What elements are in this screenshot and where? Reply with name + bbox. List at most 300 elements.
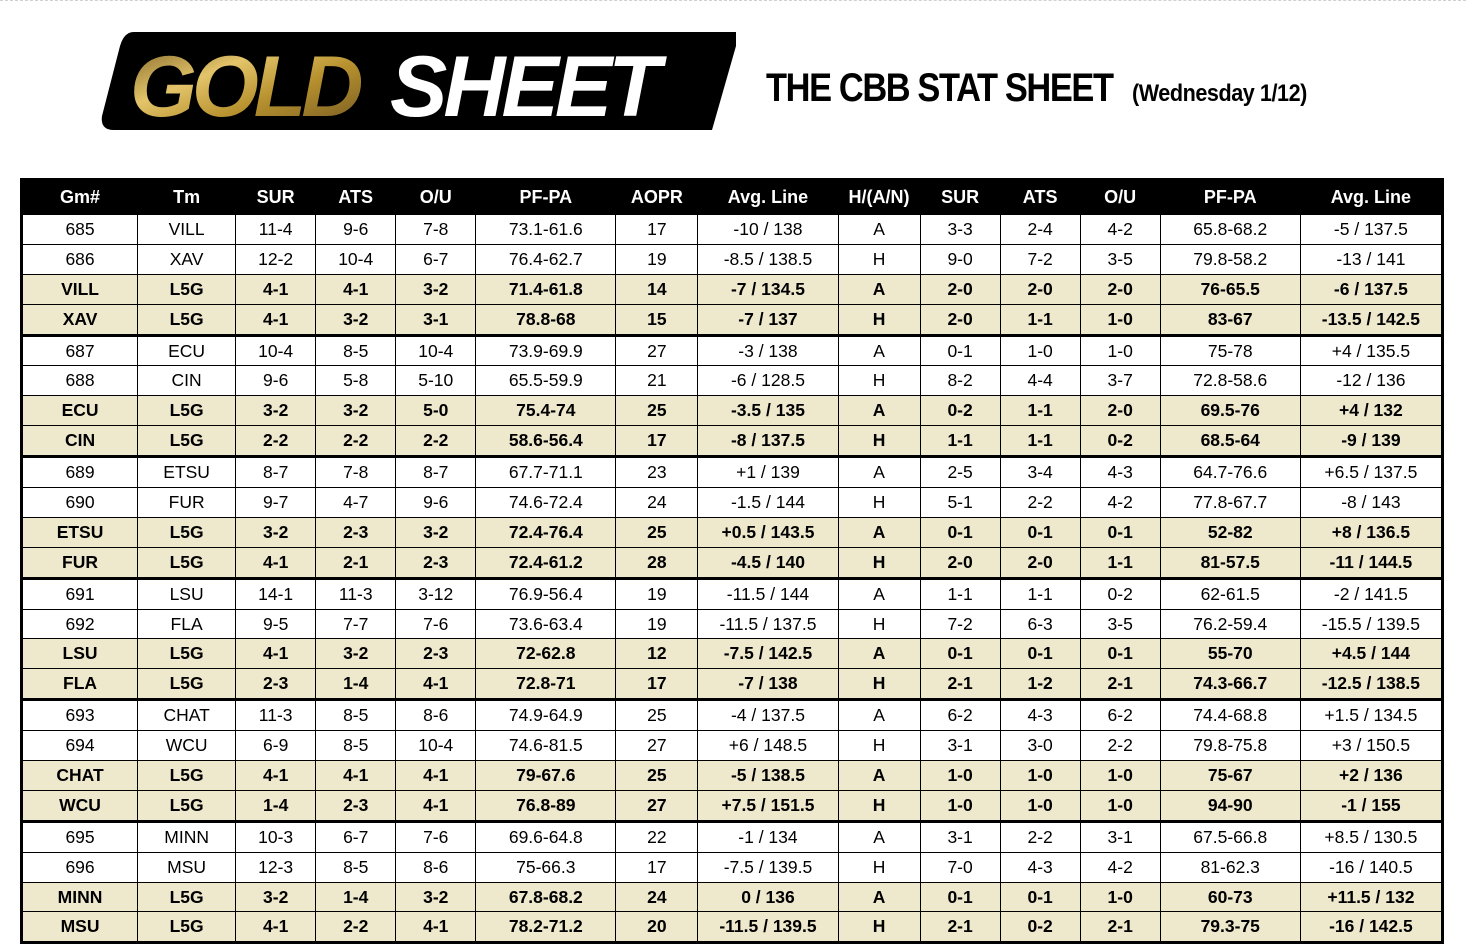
table-cell: 7-0 [920, 852, 1000, 882]
table-cell: -12.5 / 138.5 [1300, 669, 1442, 700]
table-cell: +11.5 / 132 [1300, 882, 1442, 912]
header-row [22, 180, 1443, 215]
column-header: H/(A/N) [838, 180, 920, 215]
last-5-games-row [22, 547, 1443, 578]
last-5-games-row [22, 669, 1443, 700]
table-cell: 72.8-71 [476, 669, 616, 700]
table-cell: 2-5 [920, 457, 1000, 488]
table-cell: 1-0 [1080, 761, 1160, 791]
table-cell: -11.5 / 144 [698, 578, 838, 609]
table-cell: 3-2 [316, 396, 396, 426]
table-cell: 28 [616, 547, 698, 578]
table-cell: 1-2 [1000, 669, 1080, 700]
table-cell: FLA [138, 609, 236, 639]
table-cell: H [838, 731, 920, 761]
table-cell: 690 [22, 488, 138, 518]
table-cell: A [838, 821, 920, 852]
table-cell: 10-4 [396, 335, 476, 366]
table-cell: 685 [22, 215, 138, 245]
table-cell: H [838, 609, 920, 639]
table-cell: 72-62.8 [476, 639, 616, 669]
table-cell: 2-0 [1000, 547, 1080, 578]
table-cell: 27 [616, 335, 698, 366]
column-header: O/U [396, 180, 476, 215]
table-cell: -1 / 155 [1300, 790, 1442, 821]
table-cell: 1-0 [1080, 790, 1160, 821]
last-5-games-row [22, 517, 1443, 547]
table-cell: CHAT [138, 700, 236, 731]
table-cell: 3-2 [316, 639, 396, 669]
table-cell: MSU [138, 852, 236, 882]
table-cell: -10 / 138 [698, 215, 838, 245]
table-cell: -13 / 141 [1300, 244, 1442, 274]
table-cell: 4-7 [316, 488, 396, 518]
table-cell: 8-6 [396, 700, 476, 731]
table-cell: 8-7 [236, 457, 316, 488]
table-cell: VILL [22, 274, 138, 304]
table-cell: 10-4 [316, 244, 396, 274]
table-cell: H [838, 366, 920, 396]
table-cell: MSU [22, 912, 138, 943]
table-cell: 691 [22, 578, 138, 609]
table-cell: XAV [22, 304, 138, 335]
column-header: SUR [920, 180, 1000, 215]
table-cell: 2-0 [920, 547, 1000, 578]
table-cell: 81-62.3 [1160, 852, 1300, 882]
table-cell: 8-5 [316, 731, 396, 761]
page-title [766, 66, 1326, 111]
table-cell: +1 / 139 [698, 457, 838, 488]
table-cell: 7-8 [316, 457, 396, 488]
table-cell: 22 [616, 821, 698, 852]
last-5-games-row [22, 426, 1443, 457]
table-cell: 2-2 [316, 912, 396, 943]
table-cell: 7-6 [396, 609, 476, 639]
game-row [22, 457, 1443, 488]
table-cell: 3-2 [396, 517, 476, 547]
table-cell: 8-7 [396, 457, 476, 488]
table-cell: 74.4-68.8 [1160, 700, 1300, 731]
table-cell: -7.5 / 139.5 [698, 852, 838, 882]
table-cell: H [838, 852, 920, 882]
table-cell: 7-8 [396, 215, 476, 245]
table-cell: FUR [138, 488, 236, 518]
table-cell: 0-2 [1000, 912, 1080, 943]
table-cell: 3-2 [236, 882, 316, 912]
table-cell: 52-82 [1160, 517, 1300, 547]
column-header: PF-PA [1160, 180, 1300, 215]
table-cell: 3-1 [396, 304, 476, 335]
table-cell: 1-4 [236, 790, 316, 821]
logo-white-text: SHEET [390, 39, 657, 132]
table-cell: 1-0 [1080, 882, 1160, 912]
table-cell: 76.8-89 [476, 790, 616, 821]
column-header: SUR [236, 180, 316, 215]
table-body [22, 215, 1443, 943]
table-cell: 694 [22, 731, 138, 761]
table-cell: A [838, 274, 920, 304]
table-cell: 3-12 [396, 578, 476, 609]
table-cell: 72.4-61.2 [476, 547, 616, 578]
table-cell: 72.8-58.6 [1160, 366, 1300, 396]
table-cell: 3-1 [920, 731, 1000, 761]
table-cell: -7.5 / 142.5 [698, 639, 838, 669]
table-cell: 2-2 [316, 426, 396, 457]
table-cell: 1-1 [1000, 396, 1080, 426]
table-cell: 0-1 [920, 335, 1000, 366]
table-cell: 19 [616, 609, 698, 639]
table-cell: 4-3 [1080, 457, 1160, 488]
table-cell: L5G [138, 396, 236, 426]
table-cell: 2-1 [1080, 669, 1160, 700]
table-cell: WCU [22, 790, 138, 821]
table-cell: A [838, 578, 920, 609]
table-cell: -1.5 / 144 [698, 488, 838, 518]
table-cell: 1-4 [316, 882, 396, 912]
table-cell: 3-2 [396, 882, 476, 912]
table-cell: 8-5 [316, 852, 396, 882]
table-cell: H [838, 488, 920, 518]
table-cell: LSU [22, 639, 138, 669]
table-cell: 11-3 [316, 578, 396, 609]
table-cell: 79.8-58.2 [1160, 244, 1300, 274]
table-cell: 27 [616, 731, 698, 761]
table-cell: 14-1 [236, 578, 316, 609]
table-cell: 75-78 [1160, 335, 1300, 366]
table-cell: 3-2 [316, 304, 396, 335]
table-cell: A [838, 335, 920, 366]
table-cell: 19 [616, 244, 698, 274]
game-row [22, 215, 1443, 245]
game-row [22, 609, 1443, 639]
table-cell: 0-1 [1080, 639, 1160, 669]
table-cell: 2-3 [236, 669, 316, 700]
table-cell: 76.4-62.7 [476, 244, 616, 274]
table-cell: 78.2-71.2 [476, 912, 616, 943]
table-cell: 25 [616, 396, 698, 426]
table-cell: 2-4 [1000, 215, 1080, 245]
table-cell: 2-2 [1000, 488, 1080, 518]
table-cell: 14 [616, 274, 698, 304]
table-cell: 2-1 [920, 669, 1000, 700]
table-cell: 4-1 [396, 912, 476, 943]
table-cell: +6.5 / 137.5 [1300, 457, 1442, 488]
table-cell: A [838, 700, 920, 731]
table-cell: 65.5-59.9 [476, 366, 616, 396]
table-cell: 8-2 [920, 366, 1000, 396]
table-cell: 4-1 [396, 669, 476, 700]
table-cell: 3-5 [1080, 244, 1160, 274]
table-cell: 2-3 [316, 790, 396, 821]
table-cell: 2-0 [1000, 274, 1080, 304]
table-cell: 15 [616, 304, 698, 335]
table-cell: 2-3 [396, 547, 476, 578]
table-cell: A [838, 882, 920, 912]
table-cell: 79.3-75 [1160, 912, 1300, 943]
table-cell: +6 / 148.5 [698, 731, 838, 761]
table-cell: 74.9-64.9 [476, 700, 616, 731]
table-cell: -7 / 134.5 [698, 274, 838, 304]
table-cell: 8-5 [316, 335, 396, 366]
last-5-games-row [22, 304, 1443, 335]
table-cell: 4-1 [236, 304, 316, 335]
table-cell: 3-5 [1080, 609, 1160, 639]
table-cell: LSU [138, 578, 236, 609]
table-cell: 4-1 [396, 761, 476, 791]
table-cell: 5-0 [396, 396, 476, 426]
table-cell: 0-2 [1080, 426, 1160, 457]
last-5-games-row [22, 790, 1443, 821]
table-cell: 20 [616, 912, 698, 943]
column-header: Avg. Line [1300, 180, 1442, 215]
table-cell: 79.8-75.8 [1160, 731, 1300, 761]
table-cell: H [838, 304, 920, 335]
table-cell: +3 / 150.5 [1300, 731, 1442, 761]
table-cell: 10-4 [236, 335, 316, 366]
table-cell: 67.5-66.8 [1160, 821, 1300, 852]
table-cell: 9-6 [316, 215, 396, 245]
table-cell: 1-0 [1080, 304, 1160, 335]
table-cell: 1-0 [1000, 761, 1080, 791]
table-cell: L5G [138, 304, 236, 335]
table-cell: 12 [616, 639, 698, 669]
table-cell: 74.6-81.5 [476, 731, 616, 761]
table-cell: 2-0 [1080, 274, 1160, 304]
last-5-games-row [22, 912, 1443, 943]
table-cell: 3-2 [236, 517, 316, 547]
table-cell: +2 / 136 [1300, 761, 1442, 791]
table-cell: XAV [138, 244, 236, 274]
game-row [22, 821, 1443, 852]
table-cell: -5 / 137.5 [1300, 215, 1442, 245]
table-cell: 0-1 [920, 639, 1000, 669]
column-header: ATS [1000, 180, 1080, 215]
table-cell: MINN [22, 882, 138, 912]
table-cell: H [838, 790, 920, 821]
table-cell: -11 / 144.5 [1300, 547, 1442, 578]
table-cell: 69.6-64.8 [476, 821, 616, 852]
table-cell: 2-1 [920, 912, 1000, 943]
table-cell: 7-7 [316, 609, 396, 639]
table-cell: 1-1 [920, 426, 1000, 457]
table-cell: 73.1-61.6 [476, 215, 616, 245]
table-cell: 7-6 [396, 821, 476, 852]
table-cell: L5G [138, 547, 236, 578]
table-cell: ETSU [138, 457, 236, 488]
table-cell: 72.4-76.4 [476, 517, 616, 547]
table-cell: -13.5 / 142.5 [1300, 304, 1442, 335]
table-cell: -8 / 143 [1300, 488, 1442, 518]
table-cell: 76-65.5 [1160, 274, 1300, 304]
table-cell: 81-57.5 [1160, 547, 1300, 578]
table-cell: 0-1 [1080, 517, 1160, 547]
table-cell: 2-3 [316, 517, 396, 547]
column-header: Gm# [22, 180, 138, 215]
table-cell: 27 [616, 790, 698, 821]
table-cell: 5-10 [396, 366, 476, 396]
column-header: Avg. Line [698, 180, 838, 215]
column-header: Tm [138, 180, 236, 215]
last-5-games-row [22, 882, 1443, 912]
table-cell: 2-3 [396, 639, 476, 669]
table-cell: 9-5 [236, 609, 316, 639]
table-cell: 78.8-68 [476, 304, 616, 335]
table-cell: ECU [138, 335, 236, 366]
table-cell: L5G [138, 639, 236, 669]
table-cell: 7-2 [1000, 244, 1080, 274]
table-cell: 4-1 [236, 912, 316, 943]
table-cell: 11-3 [236, 700, 316, 731]
game-row [22, 700, 1443, 731]
table-cell: CIN [138, 366, 236, 396]
table-cell: 8-6 [396, 852, 476, 882]
goldsheet-logo [100, 30, 736, 132]
table-cell: -11.5 / 139.5 [698, 912, 838, 943]
table-cell: FLA [22, 669, 138, 700]
game-row [22, 578, 1443, 609]
table-cell: 4-1 [396, 790, 476, 821]
table-cell: 6-2 [920, 700, 1000, 731]
table-cell: -8.5 / 138.5 [698, 244, 838, 274]
table-cell: 62-61.5 [1160, 578, 1300, 609]
table-cell: +0.5 / 143.5 [698, 517, 838, 547]
table-cell: A [838, 639, 920, 669]
game-row [22, 852, 1443, 882]
table-cell: L5G [138, 426, 236, 457]
table-cell: -2 / 141.5 [1300, 578, 1442, 609]
table-cell: 9-6 [396, 488, 476, 518]
table-cell: 6-3 [1000, 609, 1080, 639]
table-cell: +4 / 132 [1300, 396, 1442, 426]
table-cell: WCU [138, 731, 236, 761]
table-cell: 3-0 [1000, 731, 1080, 761]
table-cell: 76.9-56.4 [476, 578, 616, 609]
table-cell: 4-2 [1080, 488, 1160, 518]
table-cell: 6-2 [1080, 700, 1160, 731]
game-row [22, 244, 1443, 274]
table-cell: 6-9 [236, 731, 316, 761]
table-cell: L5G [138, 669, 236, 700]
table-cell: 3-1 [1080, 821, 1160, 852]
table-cell: 25 [616, 761, 698, 791]
table-cell: 67.8-68.2 [476, 882, 616, 912]
table-cell: -1 / 134 [698, 821, 838, 852]
table-cell: 17 [616, 852, 698, 882]
table-cell: 10-3 [236, 821, 316, 852]
table-cell: 79-67.6 [476, 761, 616, 791]
table-cell: 0-2 [920, 396, 1000, 426]
table-cell: -15.5 / 139.5 [1300, 609, 1442, 639]
table-cell: CIN [22, 426, 138, 457]
table-cell: 24 [616, 488, 698, 518]
table-cell: 1-0 [1000, 335, 1080, 366]
table-cell: 695 [22, 821, 138, 852]
table-cell: 692 [22, 609, 138, 639]
table-cell: 0 / 136 [698, 882, 838, 912]
table-cell: 6-7 [396, 244, 476, 274]
table-cell: -6 / 137.5 [1300, 274, 1442, 304]
table-cell: 1-1 [1000, 578, 1080, 609]
table-cell: -4.5 / 140 [698, 547, 838, 578]
table-cell: 4-1 [236, 274, 316, 304]
table-cell: 3-4 [1000, 457, 1080, 488]
column-header: ATS [316, 180, 396, 215]
table-cell: 12-2 [236, 244, 316, 274]
table-cell: 4-1 [236, 547, 316, 578]
table-cell: 1-0 [920, 761, 1000, 791]
table-cell: L5G [138, 517, 236, 547]
table-cell: 2-1 [1080, 912, 1160, 943]
table-cell: 2-1 [316, 547, 396, 578]
table-cell: +7.5 / 151.5 [698, 790, 838, 821]
table-cell: H [838, 426, 920, 457]
table-cell: 74.6-72.4 [476, 488, 616, 518]
table-cell: 19 [616, 578, 698, 609]
table-cell: 9-0 [920, 244, 1000, 274]
table-cell: 73.6-63.4 [476, 609, 616, 639]
table-cell: L5G [138, 912, 236, 943]
title-main: THE CBB STAT SHEET [766, 66, 1113, 110]
table-cell: A [838, 396, 920, 426]
last-5-games-row [22, 396, 1443, 426]
table-cell: 24 [616, 882, 698, 912]
table-cell: 9-6 [236, 366, 316, 396]
table-cell: 55-70 [1160, 639, 1300, 669]
table-cell: 10-4 [396, 731, 476, 761]
last-5-games-row [22, 639, 1443, 669]
column-header: AOPR [616, 180, 698, 215]
table-cell: 2-2 [236, 426, 316, 457]
table-cell: 8-5 [316, 700, 396, 731]
table-cell: 0-2 [1080, 578, 1160, 609]
table-cell: 1-1 [1080, 547, 1160, 578]
table-cell: 4-1 [236, 639, 316, 669]
table-cell: 696 [22, 852, 138, 882]
table-cell: A [838, 215, 920, 245]
table-cell: 75-66.3 [476, 852, 616, 882]
table-cell: 60-73 [1160, 882, 1300, 912]
table-cell: 688 [22, 366, 138, 396]
table-cell: 0-1 [1000, 639, 1080, 669]
table-cell: 11-4 [236, 215, 316, 245]
table-cell: 67.7-71.1 [476, 457, 616, 488]
table-cell: 1-1 [920, 578, 1000, 609]
table-cell: -9 / 139 [1300, 426, 1442, 457]
table-cell: 4-1 [236, 761, 316, 791]
table-cell: 4-2 [1080, 215, 1160, 245]
table-cell: L5G [138, 790, 236, 821]
table-cell: 3-7 [1080, 366, 1160, 396]
table-cell: H [838, 547, 920, 578]
table-cell: 0-1 [920, 882, 1000, 912]
table-cell: 693 [22, 700, 138, 731]
title-date: (Wednesday 1/12) [1131, 80, 1307, 107]
table-cell: 65.8-68.2 [1160, 215, 1300, 245]
table-cell: 686 [22, 244, 138, 274]
table-cell: ECU [22, 396, 138, 426]
table-cell: 4-1 [316, 761, 396, 791]
table-cell: 1-4 [316, 669, 396, 700]
table-cell: 68.5-64 [1160, 426, 1300, 457]
table-cell: 689 [22, 457, 138, 488]
table-cell: 4-3 [1000, 852, 1080, 882]
table-cell: L5G [138, 761, 236, 791]
table-cell: 71.4-61.8 [476, 274, 616, 304]
table-cell: 75-67 [1160, 761, 1300, 791]
table-cell: -4 / 137.5 [698, 700, 838, 731]
table-cell: 58.6-56.4 [476, 426, 616, 457]
table-cell: A [838, 517, 920, 547]
